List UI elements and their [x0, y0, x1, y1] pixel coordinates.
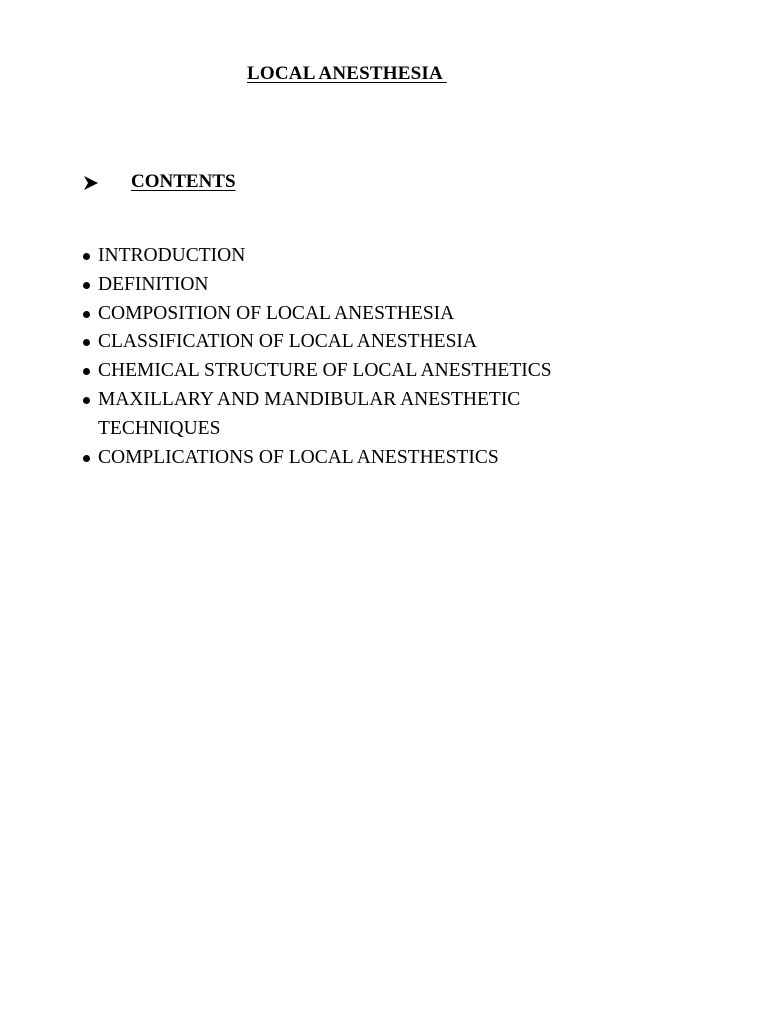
list-item-text: CLASSIFICATION OF LOCAL ANESTHESIA [98, 331, 478, 353]
bullet-icon [83, 311, 90, 318]
bullet-icon [83, 455, 90, 462]
list-item-text: COMPLICATIONS OF LOCAL ANESTHESTICS [98, 446, 499, 468]
contents-heading: CONTENTS [131, 171, 236, 192]
document-title: LOCAL ANESTHESIA [247, 63, 447, 84]
list-item [83, 328, 598, 357]
list-item-text: INTRODUCTION [98, 245, 246, 266]
bullet-icon [83, 339, 90, 346]
list-item [83, 386, 598, 444]
list-item [83, 444, 598, 473]
bullet-icon [83, 253, 90, 260]
contents-list [83, 242, 598, 472]
bullet-icon [83, 368, 90, 375]
list-item-text: DEFINITION [98, 273, 209, 295]
list-item [83, 271, 598, 300]
bullet-icon [83, 282, 90, 289]
list-item [83, 357, 598, 386]
bullet-icon [83, 397, 90, 404]
list-item-text: CHEMICAL STRUCTURE OF LOCAL ANESTHETICS [98, 360, 552, 382]
arrowhead-bullet-icon [83, 175, 99, 191]
list-item-text: MAXILLARY AND MANDIBULAR ANESTHETIC TECHNIQUES [98, 388, 521, 439]
list-item [83, 242, 598, 271]
list-item [83, 300, 598, 329]
contents-section-heading [83, 170, 236, 196]
list-item-text: COMPOSITION OF LOCAL ANESTHESIA [98, 302, 455, 324]
